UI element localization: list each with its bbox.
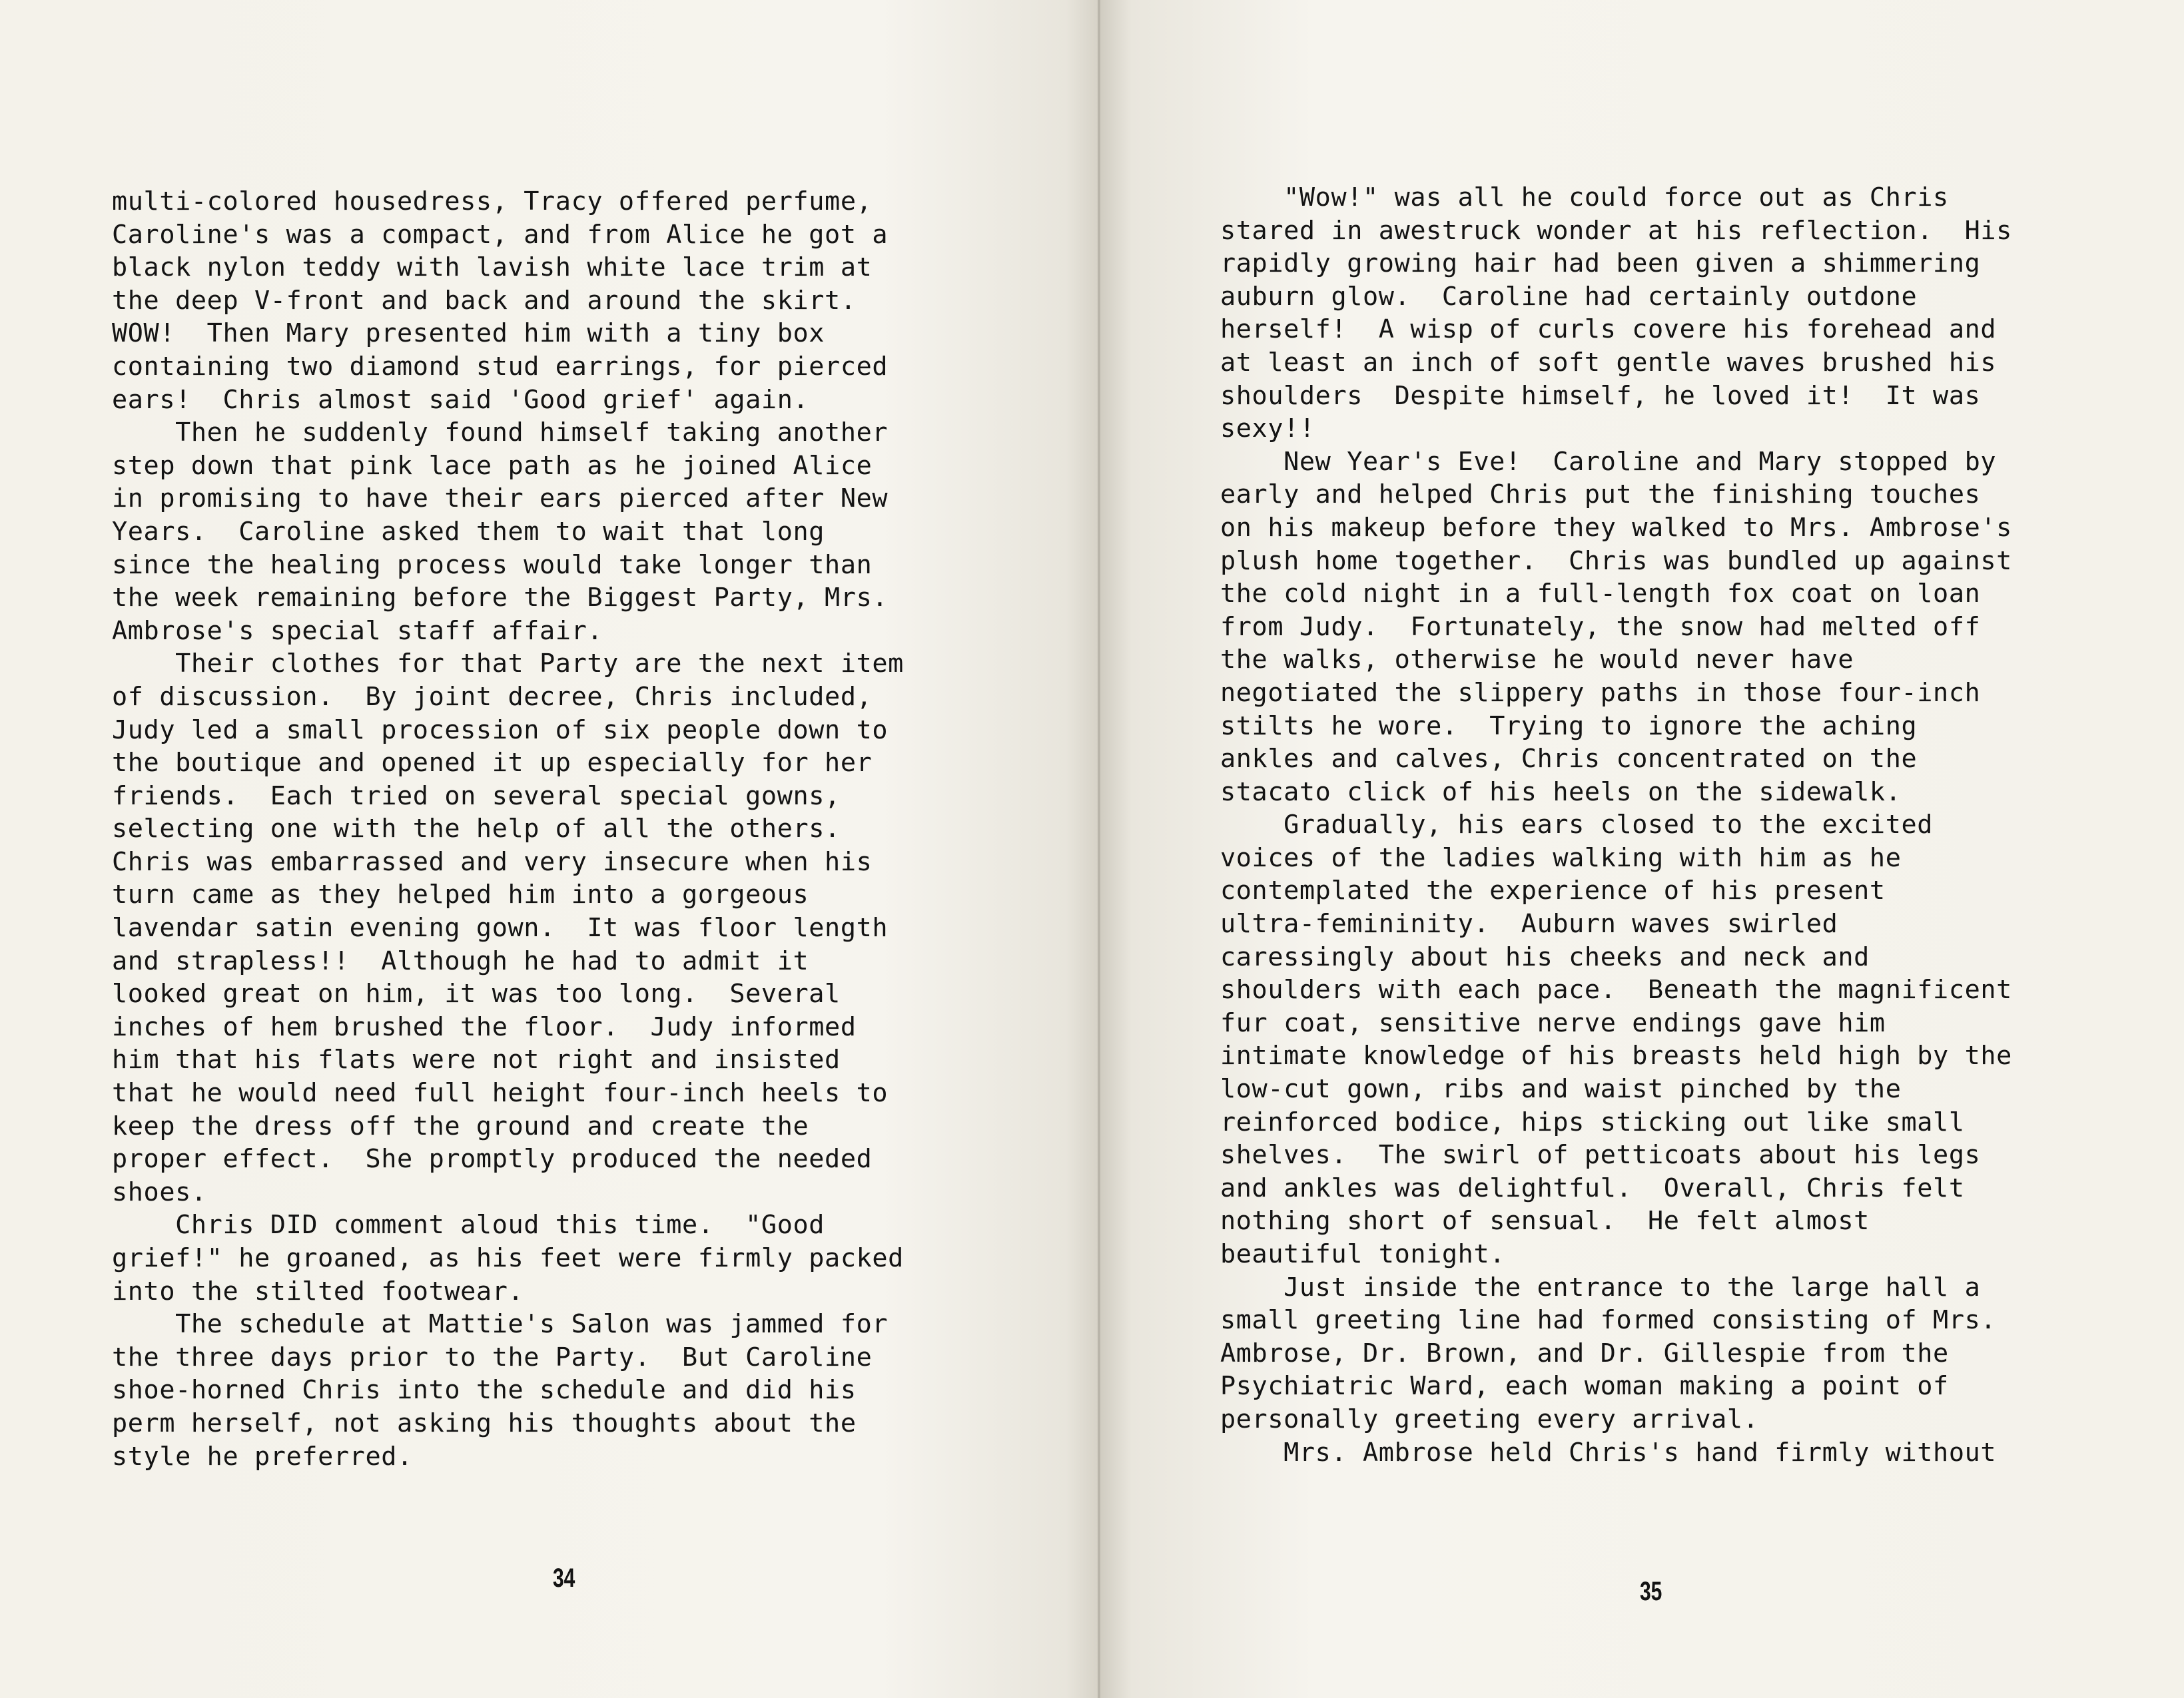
text-line: the cold night in a full-length fox coat on loan: [1220, 579, 1981, 609]
text-line: nothing short of sensual. He felt almost: [1220, 1206, 1870, 1237]
text-line: Ambrose, Dr. Brown, and Dr. Gillespie from the: [1220, 1338, 1949, 1368]
text-line: ears! Chris almost said 'Good grief' again.: [112, 384, 809, 415]
text-line: grief!" he groaned, as his feet were firmly packed: [112, 1243, 904, 1273]
text-line: stared in awestruck wonder at his reflection. His: [1220, 215, 2012, 246]
text-line: since the healing process would take longer than: [112, 549, 873, 580]
text-line: the deep V-front and back and around the skirt.: [112, 285, 857, 316]
text-line: containing two diamond stud earrings, for pierced: [112, 351, 889, 382]
text-line: reinforced bodice, hips sticking out like small: [1220, 1107, 1965, 1137]
text-line: perm herself, not asking his thoughts about the: [112, 1408, 857, 1438]
book-gutter: [1098, 0, 1100, 1698]
text-line: sexy!!: [1220, 414, 1315, 444]
text-line: small greeting line had formed consisting of Mrs.: [1220, 1305, 1997, 1336]
text-line: the week remaining before the Biggest Party, Mrs.: [112, 583, 889, 613]
text-line: the boutique and opened it up especially for her: [112, 748, 873, 778]
text-line: "Wow!" was all he could force out as Chris: [1220, 182, 1949, 212]
text-line: from Judy. Fortunately, the snow had melted off: [1220, 611, 1981, 642]
text-line: on his makeup before they walked to Mrs. Ambrose's: [1220, 512, 2012, 543]
text-line: contemplated the experience of his present: [1220, 876, 1886, 906]
text-line: intimate knowledge of his breasts held high by the: [1220, 1041, 2012, 1071]
text-line: black nylon teddy with lavish white lace trim at: [112, 252, 873, 283]
text-line: Psychiatric Ward, each woman making a point of: [1220, 1371, 1949, 1402]
text-line: beautiful tonight.: [1220, 1239, 1506, 1269]
text-line: plush home together. Chris was bundled up against: [1220, 545, 2012, 576]
text-line: style he preferred.: [112, 1441, 413, 1472]
text-line: The schedule at Mattie's Salon was jammed for: [112, 1309, 889, 1340]
text-line: Caroline's was a compact, and from Alice he got a: [112, 219, 889, 250]
text-line: into the stilted footwear.: [112, 1276, 524, 1306]
text-line: Mrs. Ambrose held Chris's hand firmly without: [1220, 1437, 1997, 1468]
text-line: multi-colored housedress, Tracy offered perfume,: [112, 186, 873, 216]
text-line: Years. Caroline asked them to wait that long: [112, 516, 825, 547]
text-line: proper effect. She promptly produced the needed: [112, 1144, 873, 1175]
text-line: Their clothes for that Party are the next item: [112, 649, 904, 679]
text-line: rapidly growing hair had been given a shimmering: [1220, 248, 1981, 279]
text-line: friends. Each tried on several special gowns,: [112, 780, 841, 811]
text-line: the walks, otherwise he would never have: [1220, 645, 1854, 675]
text-line: herself! A wisp of curls covere his forehead and: [1220, 314, 1997, 345]
text-line: lavendar satin evening gown. It was floor length: [112, 913, 889, 944]
text-line: auburn glow. Caroline had certainly outdone: [1220, 281, 1918, 312]
left-page-body-text: [112, 185, 904, 1473]
text-line: keep the dress off the ground and create the: [112, 1111, 809, 1141]
text-line: Chris was embarrassed and very insecure when his: [112, 846, 873, 877]
text-line: fur coat, sensitive nerve endings gave him: [1220, 1007, 1886, 1038]
text-line: Gradually, his ears closed to the excited: [1220, 810, 1934, 840]
text-line: him that his flats were not right and insisted: [112, 1045, 841, 1075]
text-line: Then he suddenly found himself taking another: [112, 418, 889, 448]
text-line: shoes.: [112, 1177, 207, 1207]
text-line: negotiated the slippery paths in those four-inch: [1220, 677, 1981, 708]
text-line: turn came as they helped him into a gorgeous: [112, 880, 809, 910]
text-line: early and helped Chris put the finishing touches: [1220, 479, 1981, 510]
text-line: step down that pink lace path as he joined Alice: [112, 450, 873, 481]
text-line: looked great on him, it was too long. Several: [112, 979, 841, 1009]
text-line: selecting one with the help of all the others.: [112, 814, 841, 844]
text-line: caressingly about his cheeks and neck and: [1220, 942, 1870, 972]
text-line: ultra-femininity. Auburn waves swirled: [1220, 909, 1838, 940]
text-line: voices of the ladies walking with him as he: [1220, 842, 1902, 873]
text-line: stilts he wore. Trying to ignore the aching: [1220, 710, 1918, 741]
text-line: at least an inch of soft gentle waves brushed his: [1220, 347, 1997, 378]
right-page-number: 35: [1640, 1577, 1662, 1606]
text-line: Judy led a small procession of six people down to: [112, 714, 889, 745]
text-line: the three days prior to the Party. But Caroline: [112, 1342, 873, 1372]
text-line: inches of hem brushed the floor. Judy informed: [112, 1011, 857, 1042]
right-page-body-text: [1220, 181, 2012, 1469]
text-line: and strapless!! Although he had to admit it: [112, 946, 809, 976]
text-line: Ambrose's special staff affair.: [112, 615, 603, 646]
text-line: of discussion. By joint decree, Chris included,: [112, 681, 873, 712]
text-line: ankles and calves, Chris concentrated on the: [1220, 744, 1918, 774]
text-line: stacato click of his heels on the sidewalk.: [1220, 776, 1902, 807]
text-line: shoulders with each pace. Beneath the magnificent: [1220, 975, 2012, 1005]
text-line: and ankles was delightful. Overall, Chris felt: [1220, 1173, 1965, 1203]
text-line: New Year's Eve! Caroline and Mary stopped by: [1220, 446, 1997, 477]
text-line: low-cut gown, ribs and waist pinched by the: [1220, 1074, 1902, 1105]
text-line: in promising to have their ears pierced after New: [112, 483, 889, 514]
text-line: Just inside the entrance to the large hall a: [1220, 1272, 1981, 1302]
text-line: that he would need full height four-inch heels to: [112, 1078, 889, 1109]
text-line: WOW! Then Mary presented him with a tiny box: [112, 318, 825, 349]
text-line: shelves. The swirl of petticoats about his legs: [1220, 1140, 1981, 1171]
text-line: personally greeting every arrival.: [1220, 1404, 1759, 1434]
left-page-number: 34: [553, 1563, 575, 1593]
text-line: shoe-horned Chris into the schedule and did his: [112, 1375, 857, 1406]
text-line: shoulders Despite himself, he loved it! It was: [1220, 380, 1981, 411]
text-line: Chris DID comment aloud this time. "Good: [112, 1210, 825, 1241]
